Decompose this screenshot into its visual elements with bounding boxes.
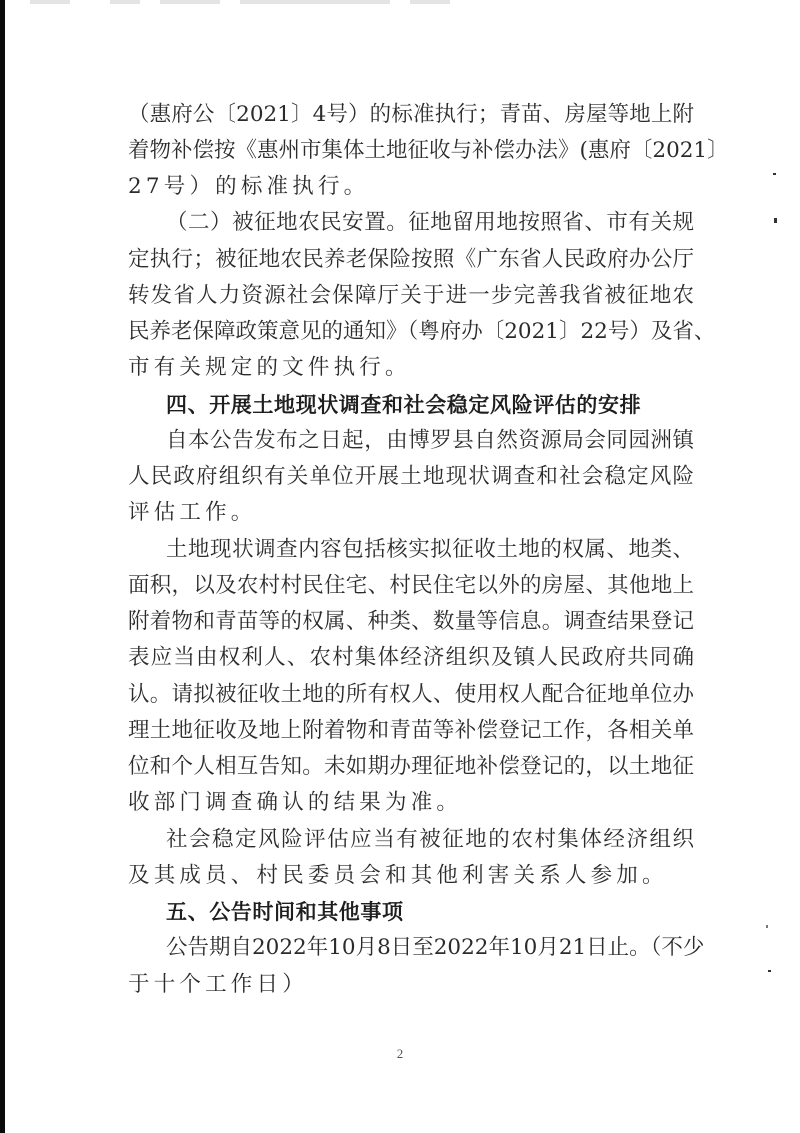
section-4-heading: 四、开展土地现状调查和社会稳定风险评估的安排: [166, 393, 642, 417]
text-line: 位和个人相互告知。未如期办理征地补偿登记的，以土地征: [128, 754, 694, 779]
scan-speck: [774, 218, 777, 223]
scan-speck: [773, 173, 776, 175]
text-line: 于十个工作日）: [128, 972, 308, 997]
text-line: 着物补偿按《惠州市集体土地征收与补偿办法》(惠府〔2021〕: [128, 138, 729, 163]
text-line: （惠府公〔2021〕4号）的标准执行；青苗、房屋等地上附: [128, 102, 694, 127]
text-line: 社会稳定风险评估应当有被征地的农村集体经济组织: [166, 827, 694, 852]
text-line: 民养老保障政策意见的通知》（粤府办〔2021〕22号）及省、: [128, 319, 716, 344]
text-line: 收部门调查确认的结果为准。: [128, 790, 463, 815]
text-line: （二）被征地农民安置。征地留用地按照省、市有关规: [166, 210, 694, 235]
text-line: 公告期自2022年10月8日至2022年10月21日止。（不少: [166, 935, 705, 960]
text-line: 表应当由权利人、农村集体经济组织及镇人民政府共同确: [128, 645, 694, 670]
text-line: 及其成员、村民委员会和其他利害关系人参加。: [128, 863, 668, 888]
scan-speck: [768, 970, 771, 972]
text-line: 附着物和青苗等的权属、种类、数量等信息。调查结果登记: [128, 609, 694, 634]
text-line: 理土地征收及地上附着物和青苗等补偿登记工作，各相关单: [128, 718, 694, 743]
text-line: 市有关规定的文件执行。: [128, 355, 411, 380]
text-line: 土地现状调查内容包括核实拟征收土地的权属、地类、: [166, 537, 694, 562]
page-number: 2: [396, 1046, 404, 1061]
section-5-heading: 五、公告时间和其他事项: [166, 900, 404, 924]
text-line: 转发省人力资源社会保障厅关于进一步完善我省被征地农: [128, 283, 694, 308]
text-line: 定执行；被征地农民养老保险按照《广东省人民政府办公厅: [128, 247, 694, 272]
scan-speck: [766, 925, 768, 928]
text-line: 人民政府组织有关单位开展土地现状调查和社会稳定风险: [128, 464, 694, 489]
text-line: 评估工作。: [128, 500, 257, 525]
text-line: 27号）的标准执行。: [128, 174, 370, 199]
text-line: 认。请拟被征收土地的所有权人、使用权人配合征地单位办: [128, 682, 694, 707]
text-line: 自本公告发布之日起，由博罗县自然资源局会同园洲镇: [166, 428, 694, 453]
text-line: 面积，以及农村村民住宅、村民住宅以外的房屋、其他地上: [128, 573, 694, 598]
